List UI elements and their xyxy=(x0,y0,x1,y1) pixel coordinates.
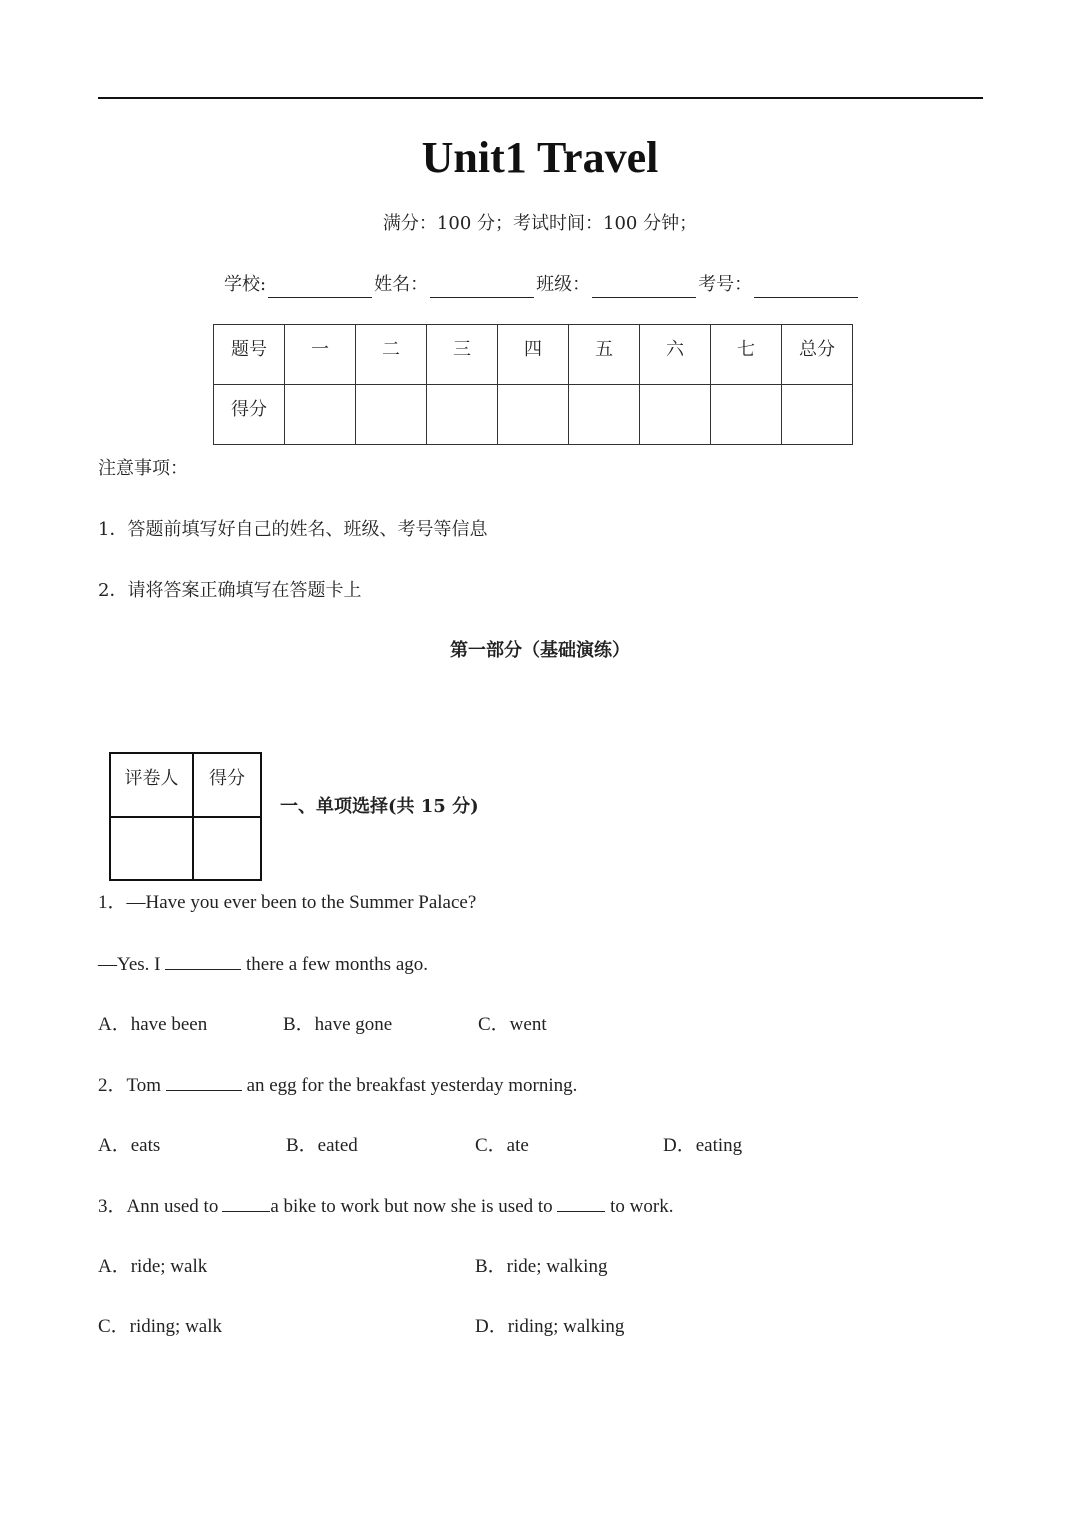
answer-blank[interactable] xyxy=(166,1072,242,1091)
student-info-row xyxy=(224,272,924,298)
header-cell: 题号 xyxy=(214,325,285,385)
question-2-suffix: an egg for the breakfast yesterday morning. xyxy=(246,1075,578,1096)
exam-no-label: 考号： xyxy=(698,274,753,295)
question-3-middle: a bike to work but now she is used to xyxy=(270,1196,553,1217)
header-cell: 六 xyxy=(640,325,711,385)
header-cell: 七 xyxy=(711,325,782,385)
school-blank[interactable] xyxy=(268,277,372,298)
class-label: 班级： xyxy=(536,274,591,295)
part-title: 一、单项选择(共 15 分) xyxy=(280,796,479,817)
answer-blank[interactable] xyxy=(557,1193,605,1212)
school-label: 学校: xyxy=(224,274,267,295)
option-b[interactable]: B．have gone xyxy=(283,1014,393,1035)
question-1-line2-prefix: —Yes. I xyxy=(98,954,161,975)
option-b[interactable]: B．ride; walking xyxy=(475,1256,608,1277)
option-a[interactable]: A．have been xyxy=(98,1014,208,1035)
header-cell: 一 xyxy=(285,325,356,385)
name-label: 姓名： xyxy=(374,274,429,295)
score-cell[interactable] xyxy=(640,385,711,445)
question-3-text xyxy=(98,1193,673,1220)
question-1-line2-suffix: there a few months ago. xyxy=(245,954,429,975)
note-item-1: 1．答题前填写好自己的姓名、班级、考号等信息 xyxy=(98,519,488,540)
top-rule xyxy=(98,97,983,99)
note-item-2: 2．请将答案正确填写在答题卡上 xyxy=(98,580,362,601)
grader-label: 评卷人 xyxy=(110,753,193,817)
question-2-text xyxy=(98,1072,577,1099)
section-heading: 第一部分（基础演练） xyxy=(450,640,630,661)
exam-subtitle: 满分：100 分；考试时间：100 分钟； xyxy=(382,213,698,234)
exam-no-blank[interactable] xyxy=(754,277,858,298)
score-table-header-row xyxy=(214,325,853,385)
score-cell[interactable] xyxy=(498,385,569,445)
grader-score-cell[interactable] xyxy=(193,817,261,880)
option-c[interactable]: C．went xyxy=(478,1014,547,1035)
grader-score-label: 得分 xyxy=(193,753,261,817)
score-table-score-row xyxy=(214,385,853,445)
score-cell[interactable] xyxy=(569,385,640,445)
header-cell: 四 xyxy=(498,325,569,385)
grader-box xyxy=(109,752,262,881)
score-row-label: 得分 xyxy=(214,385,285,445)
answer-blank[interactable] xyxy=(165,951,241,970)
question-3-prefix: 3．Ann used to xyxy=(98,1196,219,1217)
question-1-answer-line xyxy=(98,951,428,978)
option-a[interactable]: A．ride; walk xyxy=(98,1256,208,1277)
score-cell[interactable] xyxy=(782,385,853,445)
header-cell: 五 xyxy=(569,325,640,385)
name-blank[interactable] xyxy=(430,277,534,298)
header-cell: 二 xyxy=(356,325,427,385)
header-cell: 三 xyxy=(427,325,498,385)
score-cell[interactable] xyxy=(356,385,427,445)
option-a[interactable]: A．eats xyxy=(98,1135,161,1156)
score-cell[interactable] xyxy=(285,385,356,445)
option-c[interactable]: C．riding; walk xyxy=(98,1316,223,1337)
option-c[interactable]: C．ate xyxy=(475,1135,529,1156)
option-d[interactable]: D．eating xyxy=(663,1135,743,1156)
page-title: Unit1 Travel xyxy=(421,133,659,182)
option-d[interactable]: D．riding; walking xyxy=(475,1316,625,1337)
class-blank[interactable] xyxy=(592,277,696,298)
answer-blank[interactable] xyxy=(222,1193,270,1212)
question-2-prefix: 2．Tom xyxy=(98,1075,162,1096)
score-cell[interactable] xyxy=(711,385,782,445)
question-1-text: 1．—Have you ever been to the Summer Palace? xyxy=(98,892,477,913)
question-3-suffix: to work. xyxy=(610,1196,674,1217)
score-cell[interactable] xyxy=(427,385,498,445)
notes-heading: 注意事项： xyxy=(98,458,188,479)
header-cell: 总分 xyxy=(782,325,853,385)
option-b[interactable]: B．eated xyxy=(286,1135,358,1156)
score-table xyxy=(213,324,853,445)
grader-name-cell[interactable] xyxy=(110,817,193,880)
